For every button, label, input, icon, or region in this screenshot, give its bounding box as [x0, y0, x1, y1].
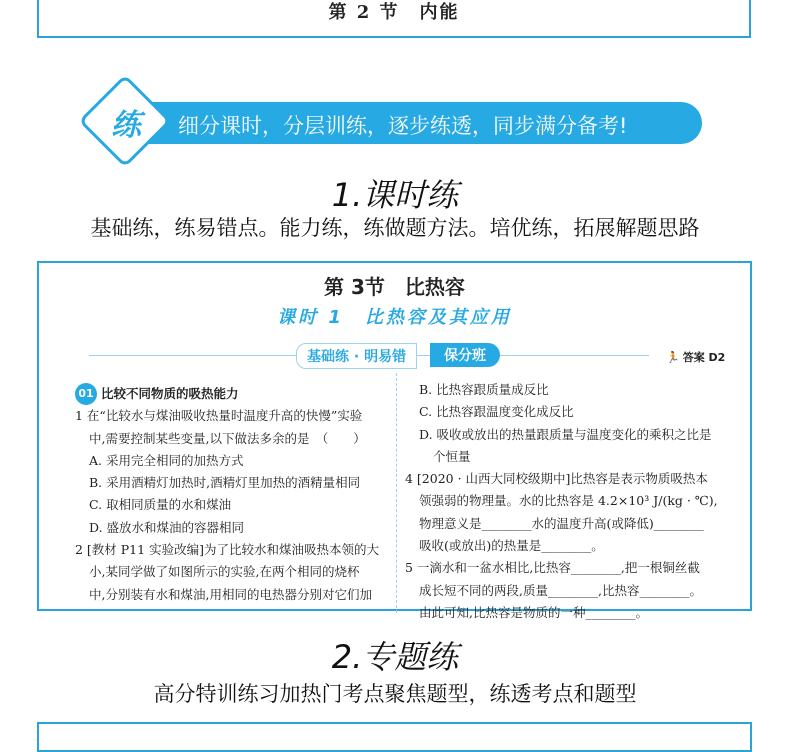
- option-line: C. 比热容跟温度变化成反比: [419, 404, 574, 420]
- question-line: 领强弱的物理量。水的比热容是 4.2×10³ J/(kg · ℃),: [419, 493, 718, 509]
- top-header-box: [37, 0, 751, 38]
- question-line: 5 一滴水和一盆水相比,比热容________,把一根铜丝截: [405, 560, 700, 576]
- question-line: 2 [教材 P11 实验改编]为了比较水和煤油吸热本领的大: [75, 542, 379, 558]
- question-line: 物理意义是________水的温度升高(或降低)________: [419, 515, 704, 531]
- question-line: 1 在“比较水与煤油吸收热量时温度升高的快慢”实验: [75, 408, 363, 424]
- question-line: 中,需要控制某些变量,以下做法多余的是 （ ）: [89, 430, 366, 446]
- right-column: [405, 379, 725, 624]
- question-line: 由此可知,比热容是物质的一种________。: [419, 604, 648, 620]
- tab-basic-practice: 基础练 · 明易错: [296, 343, 417, 369]
- tab-level: 保分班: [430, 343, 500, 367]
- kp-number: 01: [75, 383, 97, 405]
- lesson-title: 课时 1 比热容及其应用: [277, 307, 512, 328]
- part2-heading: 2.专题练: [331, 638, 459, 676]
- kp-title: 比较不同物质的吸热能力: [101, 386, 239, 401]
- option-line: A. 采用完全相同的加热方式: [89, 452, 244, 468]
- option-line: C. 取相同质量的水和煤油: [89, 497, 232, 513]
- left-column: [75, 383, 393, 606]
- section-title: 第 3节 比热容: [324, 275, 465, 299]
- part2-subtitle: 高分特训练习加热门考点聚焦题型，练透考点和题型: [153, 682, 637, 706]
- option-line: B. 采用酒精灯加热时,酒精灯里加热的酒精量相同: [89, 475, 361, 491]
- part1-subtitle: 基础练，练易错点。能力练，练做题方法。培优练，拓展解题思路: [90, 216, 700, 240]
- part1-heading: 1.课时练: [331, 176, 459, 214]
- runner-icon: 🏃: [666, 351, 680, 364]
- top-header-title: 第 2 节 内能: [328, 2, 460, 23]
- question-line: 吸收(或放出)的热量是________。: [419, 538, 604, 554]
- option-line: B. 比热容跟质量成反比: [419, 382, 549, 397]
- option-line: 个恒量: [433, 448, 471, 464]
- option-line: D. 吸收或放出的热量跟质量与温度变化的乘积之比是: [419, 426, 712, 442]
- question-line: 成长短不同的两段,质量________,比热容________。: [419, 582, 702, 598]
- question-line: 中,分别装有水和煤油,用相同的电热器分别对它们加: [89, 586, 372, 602]
- next-sample-frame: [37, 722, 752, 752]
- question-line: 4 [2020 · 山西大同校级期中]比热容是表示物质吸热本: [405, 471, 708, 487]
- question-line: 小,某同学做了如图所示的实验,在两个相同的烧杯: [89, 564, 360, 580]
- option-line: D. 盛放水和煤油的容器相同: [89, 519, 245, 535]
- answer-label: 答案 D2: [682, 351, 726, 364]
- banner-badge-char: 练: [111, 108, 141, 143]
- column-divider: [396, 373, 397, 613]
- knowledge-point: [75, 383, 393, 405]
- promo-banner: [104, 102, 702, 144]
- answer-ref: [666, 349, 725, 365]
- sample-page-frame: [37, 261, 752, 620]
- banner-text: 细分课时，分层训练，逐步练透，同步满分备考!: [178, 114, 628, 138]
